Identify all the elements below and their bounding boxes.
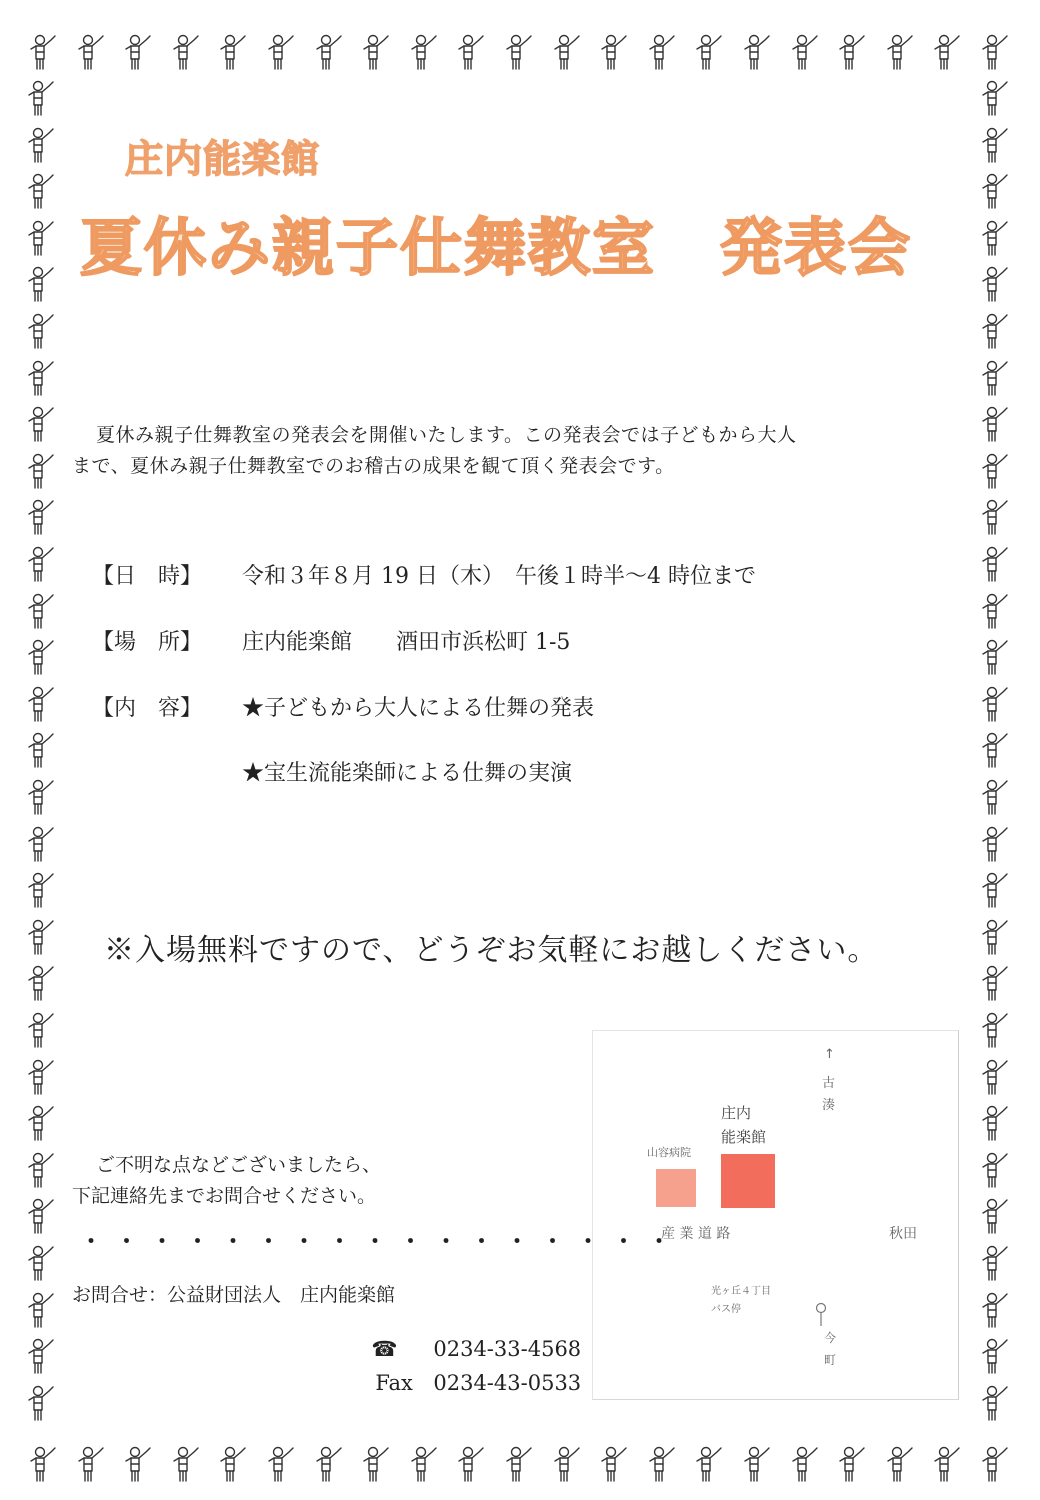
waving-person-icon	[978, 1150, 1012, 1190]
waving-person-icon	[978, 1057, 1012, 1097]
waving-person-icon	[24, 1196, 58, 1236]
waving-person-icon	[978, 78, 1012, 118]
intro-line-2: まで、夏休み親子仕舞教室でのお稽古の成果を観て頂く発表会です。	[72, 455, 675, 477]
waving-person-icon	[978, 1010, 1012, 1050]
phone-number[interactable]: 0234-33-4568	[433, 1337, 582, 1361]
waving-person-icon	[312, 32, 346, 72]
waving-person-icon	[24, 1243, 58, 1283]
waving-person-icon	[24, 591, 58, 631]
fax-label: Fax	[375, 1371, 413, 1395]
waving-person-icon	[24, 497, 58, 537]
map-label-hospital: 山容病院	[647, 1146, 691, 1159]
datetime-value: 令和３年８月 19 日（木） 午後１時半～4 時位まで	[242, 564, 756, 589]
waving-person-icon	[24, 311, 58, 351]
waving-person-icon	[169, 32, 203, 72]
waving-person-icon	[978, 1383, 1012, 1423]
content-item-1: ★子どもから大人による仕舞の発表	[242, 696, 595, 721]
waving-person-icon	[978, 730, 1012, 770]
access-map	[592, 1030, 959, 1400]
waving-person-icon	[24, 78, 58, 118]
waving-person-icon	[24, 1057, 58, 1097]
map-label-north: 古湊	[822, 1076, 836, 1113]
waving-person-icon	[359, 1444, 393, 1484]
waving-person-icon	[24, 125, 58, 165]
waving-person-icon	[24, 1383, 58, 1423]
waving-person-icon	[692, 1444, 726, 1484]
map-label-venue: 庄内 能楽館	[721, 1104, 767, 1146]
waving-person-icon	[835, 32, 869, 72]
waving-person-icon	[502, 1444, 536, 1484]
place-value: 庄内能楽館 酒田市浜松町 1-5	[242, 630, 571, 655]
waving-person-icon	[978, 544, 1012, 584]
waving-person-icon	[883, 1444, 917, 1484]
waving-person-icon	[883, 32, 917, 72]
waving-person-icon	[740, 1444, 774, 1484]
waving-person-icon	[24, 1103, 58, 1143]
venue-building	[721, 1154, 775, 1208]
waving-person-icon	[24, 1150, 58, 1190]
waving-person-icon	[930, 1444, 964, 1484]
waving-person-icon	[24, 917, 58, 957]
waving-person-icon	[550, 32, 584, 72]
waving-person-icon	[978, 963, 1012, 1003]
waving-person-icon	[692, 32, 726, 72]
waving-person-icon	[454, 32, 488, 72]
waving-person-icon	[978, 637, 1012, 677]
waving-person-icon	[550, 1444, 584, 1484]
waving-person-icon	[24, 730, 58, 770]
waving-person-icon	[216, 1444, 250, 1484]
waving-person-icon	[978, 497, 1012, 537]
datetime-label: 【日 時】	[92, 564, 203, 589]
border-bottom	[0, 1440, 1040, 1500]
waving-person-icon	[978, 591, 1012, 631]
waving-person-icon	[407, 32, 441, 72]
waving-person-icon	[24, 264, 58, 304]
content-item-2: ★宝生流能楽師による仕舞の実演	[242, 761, 573, 786]
waving-person-icon	[24, 824, 58, 864]
free-admission-notice: ※入場無料ですので、どうぞお気軽にお越しください。	[104, 933, 879, 968]
waving-person-icon	[264, 32, 298, 72]
venue-subtitle: 庄内能楽館	[125, 137, 321, 181]
waving-person-icon	[121, 32, 155, 72]
waving-person-icon	[24, 451, 58, 491]
north-arrow-icon: ↑	[824, 1047, 835, 1062]
border-top	[0, 28, 1040, 88]
waving-person-icon	[978, 218, 1012, 258]
border-right	[976, 0, 1036, 1500]
waving-person-icon	[24, 544, 58, 584]
place-label: 【場 所】	[92, 630, 203, 655]
waving-person-icon	[645, 32, 679, 72]
waving-person-icon	[312, 1444, 346, 1484]
waving-person-icon	[24, 404, 58, 444]
waving-person-icon	[24, 870, 58, 910]
waving-person-icon	[978, 870, 1012, 910]
waving-person-icon	[978, 171, 1012, 211]
waving-person-icon	[978, 777, 1012, 817]
waving-person-icon	[24, 777, 58, 817]
contact-org: お問合せ：公益財団法人 庄内能楽館	[72, 1284, 396, 1306]
hospital-building	[656, 1169, 696, 1207]
waving-person-icon	[454, 1444, 488, 1484]
waving-person-icon	[502, 32, 536, 72]
waving-person-icon	[978, 1196, 1012, 1236]
border-left	[22, 0, 82, 1500]
waving-person-icon	[978, 264, 1012, 304]
waving-person-icon	[978, 1243, 1012, 1283]
waving-person-icon	[121, 1444, 155, 1484]
waving-person-icon	[24, 963, 58, 1003]
phone-icon: ☎	[371, 1337, 398, 1361]
waving-person-icon	[24, 684, 58, 724]
waving-person-icon	[597, 1444, 631, 1484]
intro-line-1: 夏休み親子仕舞教室の発表会を開催いたします。この発表会では子どもから大人	[96, 424, 797, 446]
map-label-east: 秋田	[889, 1226, 917, 1242]
waving-person-icon	[24, 637, 58, 677]
map-label-road: 産 業 道 路	[661, 1226, 731, 1242]
waving-person-icon	[24, 171, 58, 211]
page-title: 夏休み親子仕舞教室 発表会	[80, 211, 913, 284]
waving-person-icon	[24, 1336, 58, 1376]
waving-person-icon	[930, 32, 964, 72]
waving-person-icon	[788, 32, 822, 72]
map-label-south: 今町	[824, 1331, 837, 1367]
waving-person-icon	[978, 311, 1012, 351]
fax-number: 0234-43-0533	[433, 1371, 582, 1395]
contact-line-2: 下記連絡先までお問合せください。	[72, 1185, 377, 1207]
waving-person-icon	[740, 32, 774, 72]
place-row	[78, 600, 570, 656]
waving-person-icon	[978, 358, 1012, 398]
waving-person-icon	[24, 218, 58, 258]
waving-person-icon	[978, 1290, 1012, 1330]
content-row-2	[78, 731, 572, 787]
intro-paragraph	[72, 420, 902, 482]
waving-person-icon	[24, 1290, 58, 1330]
waving-person-icon	[24, 358, 58, 398]
waving-person-icon	[645, 1444, 679, 1484]
map-label-bus-stop: 光ヶ丘４丁目 バス停	[711, 1286, 771, 1315]
waving-person-icon	[788, 1444, 822, 1484]
waving-person-icon	[978, 404, 1012, 444]
waving-person-icon	[597, 32, 631, 72]
fax-row	[362, 1347, 581, 1395]
waving-person-icon	[264, 1444, 298, 1484]
bus-stop-icon	[795, 1283, 827, 1351]
waving-person-icon	[978, 1336, 1012, 1376]
content-row	[78, 666, 594, 722]
waving-person-icon	[978, 451, 1012, 491]
waving-person-icon	[359, 32, 393, 72]
content-label: 【内 容】	[92, 696, 203, 721]
waving-person-icon	[978, 1103, 1012, 1143]
waving-person-icon	[169, 1444, 203, 1484]
waving-person-icon	[978, 824, 1012, 864]
datetime-row	[78, 534, 756, 590]
waving-person-icon	[216, 32, 250, 72]
waving-person-icon	[978, 684, 1012, 724]
waving-person-icon	[978, 125, 1012, 165]
waving-person-icon	[978, 917, 1012, 957]
waving-person-icon	[835, 1444, 869, 1484]
waving-person-icon	[24, 1010, 58, 1050]
contact-line-1: ご不明な点などございましたら、	[96, 1154, 382, 1176]
dotted-separator: ・・・・・・・・・・・・・・・・・	[80, 1229, 684, 1255]
waving-person-icon	[407, 1444, 441, 1484]
